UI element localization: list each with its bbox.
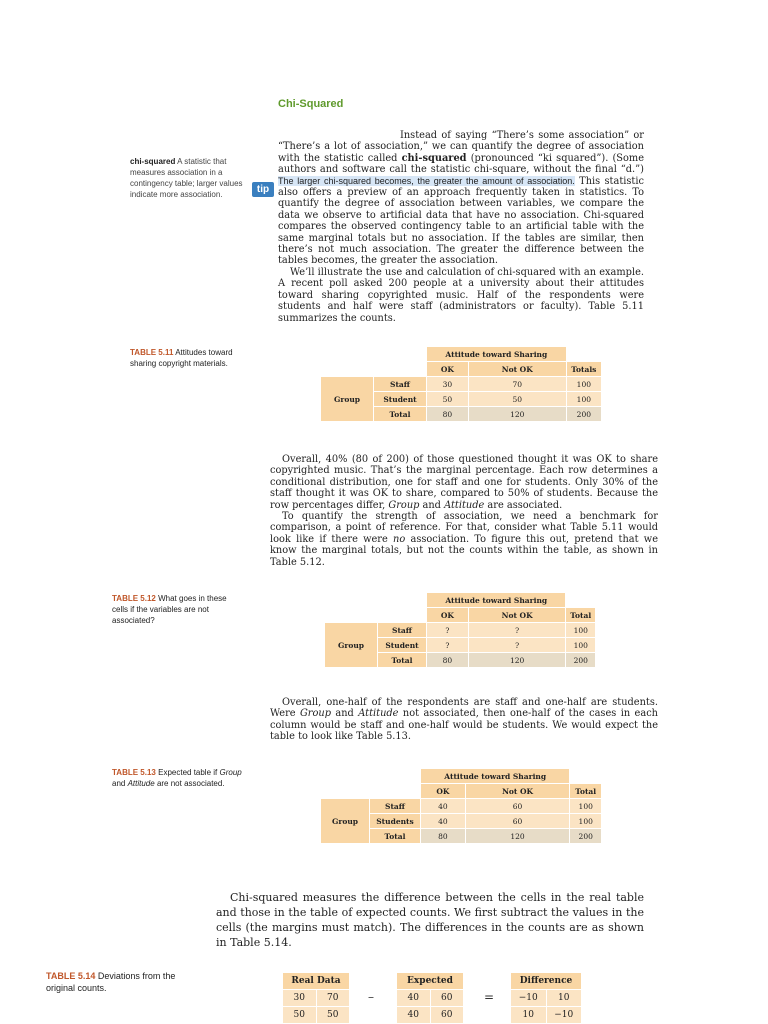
table-row: Group Staff 30 70 100 bbox=[321, 377, 601, 391]
col-header: Not OK bbox=[469, 608, 566, 622]
group-label: Group bbox=[321, 377, 373, 421]
table-row: Total 80 120 200 bbox=[321, 829, 601, 843]
table-row: 40 60 bbox=[397, 1007, 463, 1023]
table-row: −10 10 bbox=[511, 990, 581, 1006]
group-label: Group bbox=[325, 623, 377, 667]
tip-highlight: The larger chi-squared becomes, the greater the amount of association. bbox=[278, 175, 575, 186]
definition-text: A statistic that measures association in a contingency table; larger values indicate more association. bbox=[130, 157, 243, 199]
table-5-13-caption: TABLE 5.13 Expected table if Group and Attitude are not associated. bbox=[112, 768, 242, 788]
col-header: OK bbox=[421, 784, 465, 798]
paragraph-3: Overall, 40% (80 of 200) of those questioned thought it was OK to share copyrighted music. That’s the marginal percentage. Each row determines a conditional distribution, one for staff and one for students. Only 30% of the staff thought it was OK to share, compared to 50% of students. Because the row percentages differ, Group and Attitude are associated. bbox=[270, 454, 658, 511]
expected-table bbox=[396, 972, 464, 1024]
table-header: Real Data bbox=[283, 973, 349, 989]
margin-definition bbox=[130, 156, 252, 200]
table-5-13 bbox=[320, 768, 602, 844]
expected-text bbox=[270, 697, 658, 743]
table-row: 10 −10 bbox=[511, 1007, 581, 1023]
definition-term: chi-squared bbox=[130, 157, 176, 166]
table-row: Group Staff ? ? 100 bbox=[325, 623, 595, 637]
table-5-11-caption: TABLE 5.11 Attitudes toward sharing copyright materials. bbox=[130, 348, 233, 368]
table-row: Student ? ? 100 bbox=[325, 638, 595, 652]
table-header: Difference bbox=[511, 973, 581, 989]
col-header: Not OK bbox=[466, 784, 570, 798]
group-label: Group bbox=[321, 799, 369, 843]
tip-badge: tip bbox=[252, 182, 274, 197]
table-header: Attitude toward Sharing bbox=[427, 593, 565, 607]
col-header: OK bbox=[427, 362, 468, 376]
minus-sign: – bbox=[368, 990, 374, 1004]
col-header: Not OK bbox=[469, 362, 566, 376]
col-header: Total bbox=[566, 608, 595, 622]
table-row: Group Staff 40 60 100 bbox=[321, 799, 601, 813]
table-header: Attitude toward Sharing bbox=[421, 769, 569, 783]
equals-sign: = bbox=[484, 990, 495, 1004]
table-row: Student 50 50 100 bbox=[321, 392, 601, 406]
table-5-12-caption: TABLE 5.12 What goes in these cells if the variables are not associated? bbox=[112, 594, 227, 625]
difference-text bbox=[216, 890, 644, 950]
paragraph-5: Overall, one-half of the respondents are staff and one-half are students. Were Group and Attitude not associated, then one-half of the cases in each column would be staff and one-half would be students. We would expect the table to look like Table 5.13. bbox=[270, 697, 658, 743]
paragraph-4: To quantify the strength of association, we need a benchmark for comparison, a point of reference. For that, consider what Table 5.11 would look like if there were no association. To figure this out, pretend that we know the marginal totals, but not the counts within the table, as shown in Table 5.12. bbox=[270, 511, 658, 568]
table-5-12 bbox=[324, 592, 596, 668]
intro-text bbox=[278, 130, 644, 324]
col-header: Total bbox=[570, 784, 601, 798]
difference-table bbox=[510, 972, 582, 1024]
association-text bbox=[270, 454, 658, 568]
real-data-table bbox=[282, 972, 350, 1024]
col-header: Totals bbox=[567, 362, 601, 376]
table-5-11 bbox=[320, 346, 602, 422]
paragraph-2: We’ll illustrate the use and calculation of chi-squared with an example. A recent poll asked 200 people at a university about their attitudes toward sharing copyrighted music. Half of the respondents were students and half were staff (administrators or faculty). Table 5.11 summarizes the counts. bbox=[278, 266, 644, 324]
section-title: Chi-Squared bbox=[278, 98, 344, 110]
table-5-14-caption: TABLE 5.14 Deviations from the original counts. bbox=[46, 971, 176, 993]
col-header: OK bbox=[427, 608, 468, 622]
table-header: Attitude toward Sharing bbox=[427, 347, 566, 361]
table-row: Total 80 120 200 bbox=[325, 653, 595, 667]
paragraph-6: Chi-squared measures the difference between the cells in the real table and those in the table of expected counts. We first subtract the values in the cells (the margins must match). The differences in the counts are as shown in Table 5.14. bbox=[216, 891, 644, 949]
table-row: 40 60 bbox=[397, 990, 463, 1006]
table-header: Expected bbox=[397, 973, 463, 989]
table-row: Total 80 120 200 bbox=[321, 407, 601, 421]
paragraph-1: Instead of saying “There’s some association” or “There’s a lot of association,” we can quantify the degree of association with the statistic called chi-squared (pronounced “ki squared”). (Some authors and software call the statistic chi-square, without the final “d.”) The larger chi-squared becomes, the greater the amount of association. This statistic also offers a preview of an approach frequently taken in statistics. To quantify the degree of association between variables, we compare the data we observe to artificial data that have no association. Chi-squared compares the observed contingency table to an artificial table with the same marginal totals but no association. If the tables are similar, then there’s not much association. The greater the difference between the tables becomes, the greater the association. bbox=[278, 130, 644, 267]
table-row: 50 50 bbox=[283, 1007, 349, 1023]
table-row: Students 40 60 100 bbox=[321, 814, 601, 828]
table-row: 30 70 bbox=[283, 990, 349, 1006]
